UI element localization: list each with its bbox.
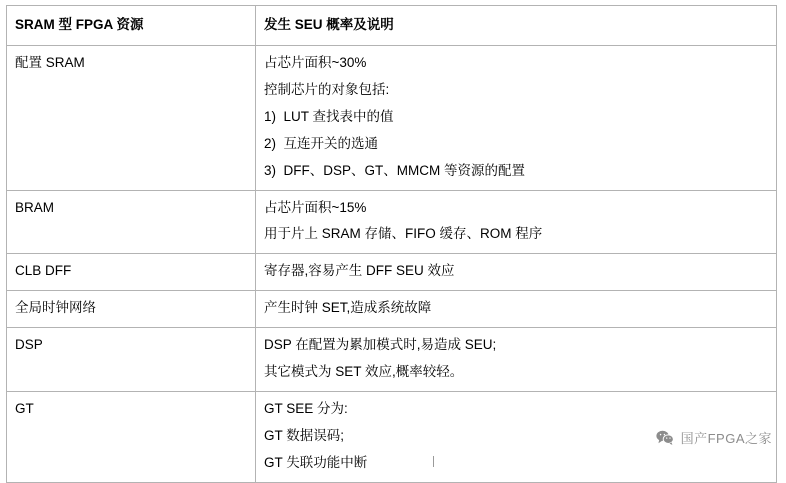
watermark-text: 国产FPGA之家	[680, 431, 772, 446]
description-line: 占芯片面积~15%	[264, 199, 367, 215]
description-line: 控制芯片的对象包括:	[264, 81, 390, 97]
cell-resource: 配置 SRAM	[7, 45, 256, 190]
watermark	[656, 428, 772, 447]
cell-description	[256, 291, 777, 328]
cell-resource: GT	[7, 392, 256, 483]
seu-resource-table	[6, 5, 777, 483]
description-line: GT 失联功能中断	[264, 454, 368, 470]
column-header-description: 发生 SEU 概率及说明	[256, 6, 777, 46]
table-row	[7, 328, 777, 392]
table-row	[7, 45, 777, 190]
table-row	[7, 190, 777, 254]
table-row	[7, 254, 777, 291]
description-line: 1) LUT 查找表中的值	[264, 108, 394, 124]
description-line: 产生时钟 SET,造成系统故障	[264, 300, 432, 316]
cell-resource: CLB DFF	[7, 254, 256, 291]
cell-description	[256, 328, 777, 392]
description-line: 2) 互连开关的选通	[264, 135, 379, 151]
cell-resource: DSP	[7, 328, 256, 392]
description-line: GT SEE 分为:	[264, 401, 348, 417]
column-header-resource: SRAM 型 FPGA 资源	[7, 6, 256, 46]
table-header	[7, 6, 777, 46]
document-page	[0, 5, 786, 470]
table-body	[7, 45, 777, 482]
description-line: 其它模式为 SET 效应,概率较轻。	[264, 364, 464, 380]
description-line: 寄存器,容易产生 DFF SEU 效应	[264, 263, 455, 279]
table-header-row	[7, 6, 777, 46]
table-row	[7, 291, 777, 328]
description-line: DSP 在配置为累加模式时,易造成 SEU;	[264, 337, 497, 353]
wechat-icon	[656, 430, 674, 445]
cell-resource: BRAM	[7, 190, 256, 254]
description-line: 占芯片面积~30%	[264, 54, 367, 70]
description-line: 用于片上 SRAM 存储、FIFO 缓存、ROM 程序	[264, 226, 543, 242]
cell-description	[256, 45, 777, 190]
description-line: GT 数据误码;	[264, 427, 345, 443]
cell-resource: 全局时钟网络	[7, 291, 256, 328]
description-line: 3) DFF、DSP、GT、MMCM 等资源的配置	[264, 162, 525, 178]
cell-description	[256, 254, 777, 291]
cell-description	[256, 190, 777, 254]
